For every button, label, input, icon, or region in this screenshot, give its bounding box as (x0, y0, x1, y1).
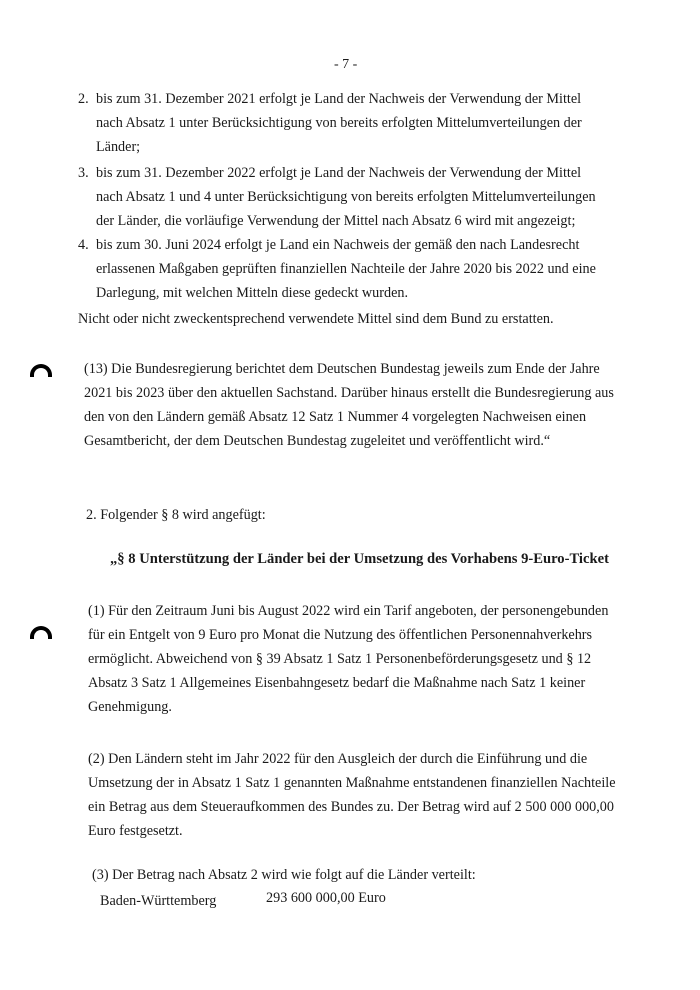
para2-line: Euro festgesetzt. (88, 823, 183, 839)
para2-line: ein Betrag aus dem Steueraufkommen des Bundes zu. Der Betrag wird auf 2 500 000 000,00 (88, 799, 614, 815)
list-number: 4. (78, 237, 89, 253)
para1-line: ermöglicht. Abweichend von § 39 Absatz 1 Satz 1 Personenbeförderungsgesetz und § 12 (88, 651, 592, 667)
para2-line: (2) Den Ländern steht im Jahr 2022 für den Ausgleich der durch die Einführung und die (88, 751, 588, 767)
arc-mark-icon (30, 626, 52, 639)
list-number: 2. (78, 91, 89, 107)
page-number: - 7 - (334, 57, 358, 72)
list-line: bis zum 31. Dezember 2022 erfolgt je Land der Nachweis der Verwendung der Mittel (96, 165, 582, 181)
list-line: bis zum 31. Dezember 2021 erfolgt je Land der Nachweis der Verwendung der Mittel (96, 91, 582, 107)
closing-sentence: Nicht oder nicht zweckentsprechend verwendete Mittel sind dem Bund zu erstatten. (78, 311, 554, 327)
list-line: erlassenen Maßgaben geprüften finanziellen Nachteile der Jahre 2020 bis 2022 und eine (96, 261, 596, 277)
list-line: bis zum 30. Juni 2024 erfolgt je Land ein Nachweis der gemäß den nach Landesrecht (96, 237, 580, 253)
para13-line: (13) Die Bundesregierung berichtet dem Deutschen Bundestag jeweils zum Ende der Jahre (84, 361, 600, 377)
allocation-amount: 293 600 000,00 Euro (266, 890, 386, 906)
para2-line: Umsetzung der in Absatz 1 Satz 1 genannten Maßnahme entstandenen finanziellen Nachteile (88, 775, 616, 791)
list-number: 3. (78, 165, 89, 181)
list-item (78, 236, 579, 254)
para1-line: (1) Für den Zeitraum Juni bis August 2022 wird ein Tarif angeboten, der personengebunden (88, 603, 609, 619)
list-item (78, 90, 581, 108)
para13-line: den von den Ländern gemäß Absatz 12 Satz 1 Nummer 4 vorgelegten Nachweisen einen (84, 409, 587, 425)
para1-line: Genehmigung. (88, 699, 172, 715)
list-line: nach Absatz 1 unter Berücksichtigung von bereits erfolgten Mittelumverteilungen der (96, 115, 582, 131)
list-line: der Länder, die vorläufige Verwendung der Mittel nach Absatz 6 wird mit angezeigt; (96, 213, 576, 229)
list-item (78, 164, 581, 182)
list-line: nach Absatz 1 und 4 unter Berücksichtigung von bereits erfolgten Mittelumverteilungen (96, 189, 596, 205)
para13-line: Gesamtbericht, der dem Deutschen Bundestag zugeleitet und veröffentlicht wird.“ (84, 433, 551, 449)
list-line: Darlegung, mit welchen Mitteln diese gedeckt wurden. (96, 285, 409, 301)
para13-line: 2021 bis 2023 über den aktuellen Sachstand. Darüber hinaus erstellt die Bundesregierung aus (84, 385, 614, 401)
para3-line: (3) Der Betrag nach Absatz 2 wird wie folgt auf die Länder verteilt: (92, 867, 476, 883)
section-heading: „§ 8 Unterstützung der Länder bei der Umsetzung des Vorhabens 9-Euro-Ticket (110, 551, 609, 567)
arc-mark-icon (30, 364, 52, 377)
allocation-state: Baden-Württemberg (100, 893, 217, 909)
list-line: Länder; (96, 139, 141, 155)
para1-line: für ein Entgelt von 9 Euro pro Monat die Nutzung des öffentlichen Personennahverkehrs (88, 627, 593, 643)
item-2: 2. Folgender § 8 wird angefügt: (86, 507, 266, 523)
para1-line: Absatz 3 Satz 1 Allgemeines Eisenbahngesetz bedarf die Maßnahme nach Satz 1 keiner (88, 675, 586, 691)
